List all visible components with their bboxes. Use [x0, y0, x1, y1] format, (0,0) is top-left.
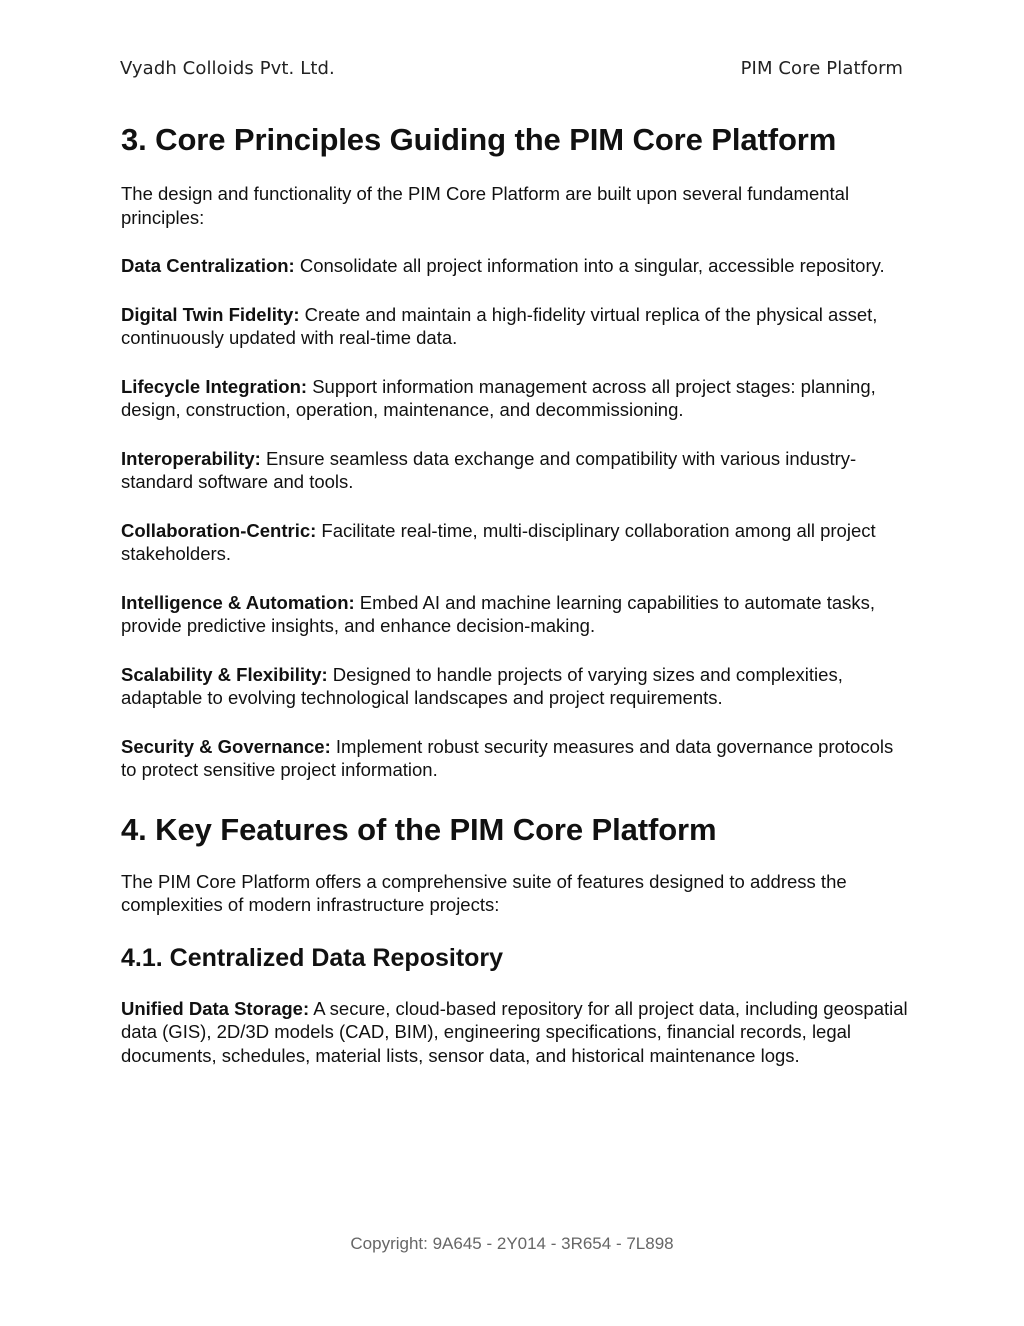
principle-text: Embed AI and machine learning capabilities to automate tasks, provide predictive insights, and enhance decision-making.: [121, 591, 876, 636]
page-footer-copyright: Copyright: 9A645 - 2Y014 - 3R654 - 7L898: [350, 1234, 674, 1253]
principle-security-governance: [121, 735, 911, 782]
principle-term: Collaboration-Centric:: [121, 519, 317, 541]
principle-text: Facilitate real-time, multi-disciplinary collaboration among all project stakeholders.: [121, 519, 876, 564]
section-4-heading: 4. Key Features of the PIM Core Platform: [121, 811, 717, 847]
principle-text: Create and maintain a high-fidelity virtual replica of the physical asset, continuously updated with real-time data.: [121, 303, 878, 348]
feature-text: A secure, cloud-based repository for all project data, including geospatial data (GIS), 2D/3D models (CAD, BIM), engineering specifications, financial records, legal documents, schedules, material lists, sensor data, and historical maintenance logs.: [121, 997, 908, 1066]
principle-term: Lifecycle Integration:: [121, 375, 308, 397]
header-company-name: Vyadh Colloids Pvt. Ltd.: [120, 58, 335, 79]
principle-text: Implement robust security measures and data governance protocols to protect sensitive project information.: [121, 735, 894, 780]
feature-unified-data-storage: [121, 997, 911, 1068]
document-body: [121, 120, 911, 1067]
principle-term: Scalability & Flexibility:: [121, 663, 328, 685]
principle-collaboration-centric: [121, 519, 911, 566]
principle-text: Consolidate all project information into a singular, accessible repository.: [294, 255, 885, 276]
principle-term: Data Centralization:: [121, 255, 295, 276]
principle-data-centralization: [121, 254, 911, 278]
section-4-intro: The PIM Core Platform offers a comprehensive suite of features designed to address the complexities of modern infrastructure projects:: [121, 870, 847, 915]
section-3-intro: The design and functionality of the PIM Core Platform are built upon several fundamental principles:: [121, 183, 850, 228]
page-header: [120, 58, 903, 79]
principle-term: Intelligence & Automation:: [121, 591, 355, 613]
principle-digital-twin-fidelity: [121, 303, 911, 350]
principle-lifecycle-integration: [121, 375, 911, 422]
principle-term: Security & Governance:: [121, 735, 331, 757]
principle-intelligence-automation: [121, 591, 911, 638]
principle-text: Designed to handle projects of varying sizes and complexities, adaptable to evolving technological landscapes and project requirements.: [121, 663, 843, 708]
principle-scalability-flexibility: [121, 663, 911, 710]
principle-interoperability: [121, 447, 911, 494]
principle-term: Interoperability:: [121, 447, 261, 469]
subsection-4-1-heading: 4.1. Centralized Data Repository: [121, 943, 504, 972]
feature-term: Unified Data Storage:: [121, 997, 310, 1019]
principle-term: Digital Twin Fidelity:: [121, 303, 300, 325]
section-3-heading: 3. Core Principles Guiding the PIM Core Platform: [121, 122, 837, 157]
header-product-name: PIM Core Platform: [740, 58, 903, 79]
principle-text: Support information management across all project stages: planning, design, construction, operation, maintenance, and decommissioning.: [121, 375, 876, 420]
principle-text: Ensure seamless data exchange and compatibility with various industry-standard software and tools.: [121, 447, 857, 492]
